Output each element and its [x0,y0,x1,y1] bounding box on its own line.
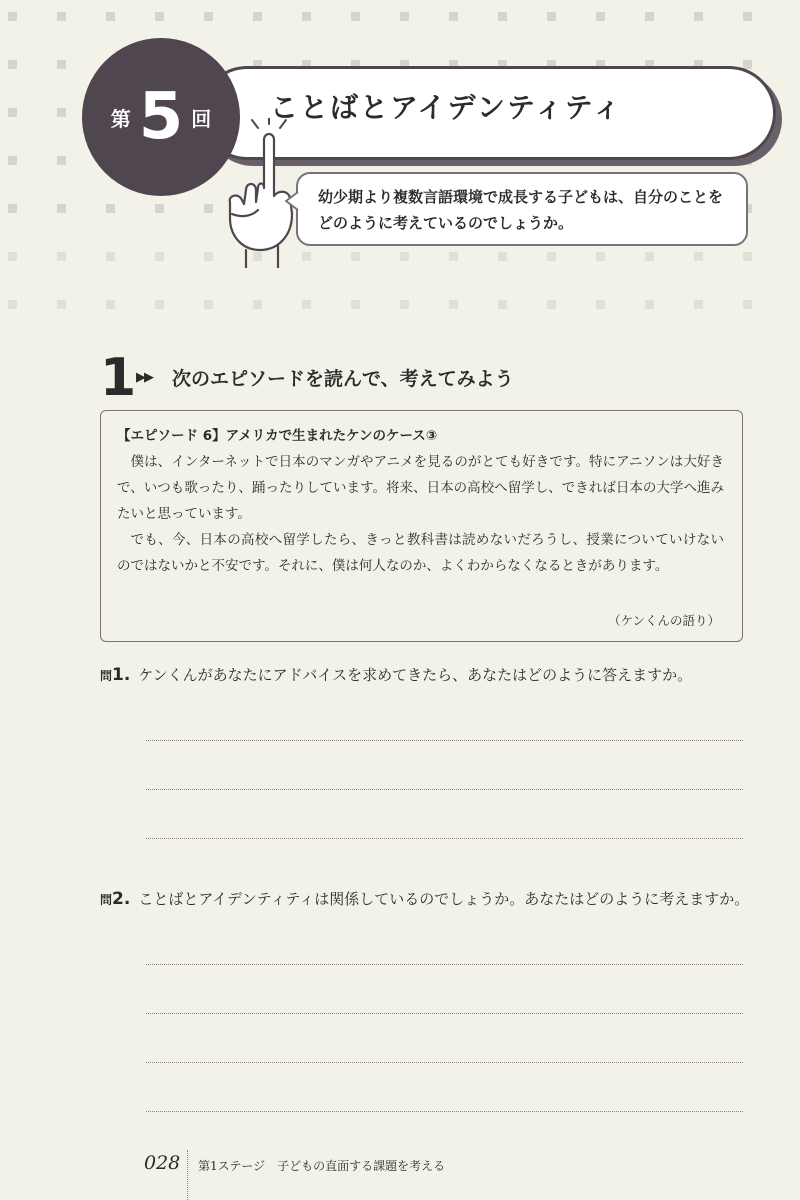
answer-line[interactable] [146,964,743,965]
pattern-square [547,300,556,309]
pattern-square [57,156,66,165]
pattern-square [498,12,507,21]
question-label: 問 [100,893,113,907]
pattern-square [596,252,605,261]
pattern-square [694,12,703,21]
episode-box [100,410,743,642]
pattern-square [302,12,311,21]
pattern-square [743,252,752,261]
pattern-square [57,60,66,69]
pattern-square [449,12,458,21]
pattern-square [302,300,311,309]
session-prefix: 第 [110,106,131,131]
pattern-square [400,252,409,261]
bubble-tail [284,190,300,212]
episode-title: 【エピソード 6】アメリカで生まれたケンのケース③ [117,428,438,444]
answer-line[interactable] [146,1013,743,1014]
pattern-square [449,252,458,261]
pattern-square [155,204,164,213]
footer-text: 第1ステージ 子どもの直面する課題を考える [198,1159,446,1173]
pattern-square [8,156,17,165]
pattern-square [253,12,262,21]
pattern-square [204,12,213,21]
pattern-square [743,300,752,309]
episode-paragraph: でも、今、日本の高校へ留学したら、きっと教科書は読めないだろうし、授業についていけないのではないかと不安です。それに、僕は何人なのか、よくわからなくなるときがあります。 [117,532,724,574]
episode-paragraph: 僕は、インターネットで日本のマンガやアニメを見るのがとても好きです。特にアニソンは大好きで、いつも歌ったり、踊ったりしています。将来、日本の高校へ留学し、できれば日本の大学へ進みたいと思っています。 [117,454,724,522]
pattern-square [547,12,556,21]
pattern-square [351,252,360,261]
footer-divider [187,1150,188,1200]
episode-source: （ケンくんの語り） [608,613,720,628]
pattern-square [204,300,213,309]
pattern-square [57,300,66,309]
pattern-square [547,252,556,261]
pattern-square [694,252,703,261]
pattern-square [498,252,507,261]
pattern-square [155,252,164,261]
page-title: ことばとアイデンティティ [270,91,623,124]
double-arrow-icon: ▶▶ [136,370,152,385]
question-number: 2. [112,889,131,909]
pattern-square [743,12,752,21]
pattern-square [8,12,17,21]
intro-text: 幼少期より複数言語環境で成長する子どもは、自分のことをどのように考えているのでしょうか。 [318,188,724,232]
section-number: 1 [100,348,137,408]
pattern-square [8,300,17,309]
pattern-square [57,108,66,117]
pattern-square [106,204,115,213]
pattern-square [351,300,360,309]
question-1 [100,664,692,685]
pattern-square [596,12,605,21]
pattern-square [351,12,360,21]
pattern-square [106,252,115,261]
pattern-square [498,300,507,309]
answer-line[interactable] [146,838,743,839]
question-text: ことばとアイデンティティは関係しているのでしょうか。あなたはどのように考えますか。 [138,890,750,908]
session-suffix: 回 [191,106,212,131]
pattern-square [8,252,17,261]
intro-bubble [296,172,748,246]
pattern-square [155,12,164,21]
pattern-square [645,252,654,261]
answer-line[interactable] [146,789,743,790]
pattern-square [106,300,115,309]
question-text: ケンくんがあなたにアドバイスを求めてきたら、あなたはどのように答えますか。 [138,666,693,684]
pattern-square [57,252,66,261]
session-number: 5 [138,80,184,154]
pattern-square [400,12,409,21]
pattern-square [8,204,17,213]
answer-line[interactable] [146,1111,743,1112]
pattern-square [449,300,458,309]
answer-line[interactable] [146,1062,743,1063]
question-number: 1. [112,665,131,685]
pattern-square [645,12,654,21]
pattern-square [8,60,17,69]
question-label: 問 [100,669,113,683]
pattern-square [596,300,605,309]
pattern-square [645,300,654,309]
pattern-square [694,300,703,309]
pattern-square [253,300,262,309]
pattern-square [57,12,66,21]
pattern-square [106,12,115,21]
question-2 [100,888,749,909]
page-number: 028 [144,1152,181,1174]
pattern-square [8,108,17,117]
pattern-square [400,300,409,309]
section-title: 次のエピソードを読んで、考えてみよう [172,368,514,390]
pattern-square [57,204,66,213]
answer-line[interactable] [146,740,743,741]
pattern-square [155,300,164,309]
